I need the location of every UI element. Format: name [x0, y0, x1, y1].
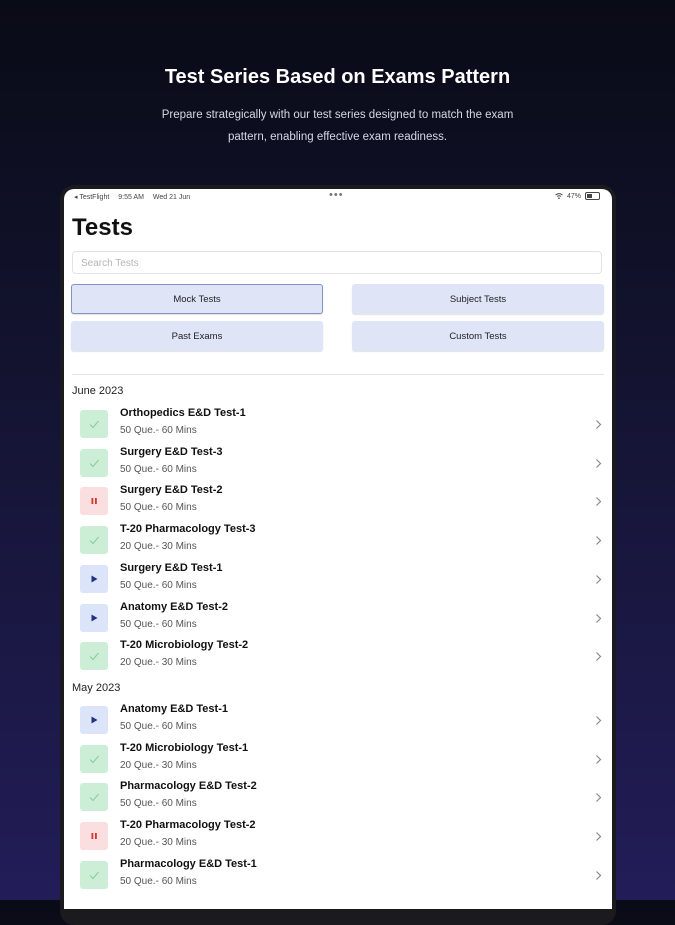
chevron-right-icon: [595, 419, 602, 430]
test-title: Surgery E&D Test-2: [120, 484, 223, 497]
status-bar-left: [74, 193, 197, 201]
pause-icon[interactable]: [80, 487, 108, 515]
test-list-item[interactable]: [72, 444, 604, 483]
section-header: May 2023: [72, 682, 121, 694]
test-meta: 50 Que.- 60 Mins: [120, 425, 197, 436]
status-date: Wed 21 Jun: [152, 194, 191, 201]
checkmark-icon[interactable]: [80, 526, 108, 554]
test-list-item[interactable]: [72, 599, 604, 638]
section-header: June 2023: [72, 385, 124, 397]
test-list-item[interactable]: [72, 740, 604, 779]
chevron-right-icon: [595, 870, 602, 881]
play-icon[interactable]: [80, 706, 108, 734]
test-title: Surgery E&D Test-1: [120, 561, 223, 574]
chevron-right-icon: [595, 458, 602, 469]
test-list-item[interactable]: [72, 778, 604, 817]
test-meta: 50 Que.- 60 Mins: [120, 798, 197, 810]
promo-subtitle: Prepare strategically with our test series designed to match the exam pattern, enabling effective exam readiness.: [161, 109, 514, 143]
test-list-item[interactable]: [72, 521, 604, 560]
chevron-right-icon: [595, 613, 602, 624]
test-title: Anatomy E&D Test-2: [120, 600, 228, 613]
chevron-right-icon: [595, 715, 602, 726]
wifi-icon: [555, 193, 563, 199]
test-meta: 20 Que.- 30 Mins: [120, 657, 197, 669]
test-title: Orthopedics E&D Test-1: [120, 407, 246, 419]
pause-icon[interactable]: [80, 822, 108, 850]
checkmark-icon[interactable]: [80, 861, 108, 889]
checkmark-icon[interactable]: [80, 642, 108, 670]
chevron-right-icon: [595, 754, 602, 765]
category-button-mock-tests[interactable]: Mock Tests: [71, 284, 323, 314]
test-list-item[interactable]: [72, 701, 604, 740]
checkmark-icon[interactable]: [80, 449, 108, 477]
test-title: Anatomy E&D Test-1: [120, 703, 228, 715]
test-list-item[interactable]: [72, 637, 604, 676]
chevron-right-icon: [595, 535, 602, 546]
test-title: Pharmacology E&D Test-1: [120, 857, 257, 870]
test-title: T-20 Microbiology Test-2: [120, 639, 249, 652]
status-time: 9:55 AM: [118, 194, 144, 201]
promo-title: Test Series Based on Exams Pattern: [164, 66, 511, 88]
checkmark-icon[interactable]: [80, 783, 108, 811]
status-bar-right: [555, 192, 600, 200]
multitasking-dots-icon[interactable]: •••: [329, 189, 344, 201]
test-list-item[interactable]: [72, 405, 604, 444]
test-meta: 50 Que.- 60 Mins: [120, 579, 197, 591]
chevron-right-icon: [595, 651, 602, 662]
test-meta: 50 Que.- 60 Mins: [120, 618, 197, 630]
test-list-item[interactable]: [72, 856, 604, 895]
test-list-item[interactable]: [72, 560, 604, 599]
test-meta: 50 Que.- 60 Mins: [120, 721, 197, 732]
checkmark-icon[interactable]: [80, 410, 108, 438]
test-meta: 20 Que.- 30 Mins: [120, 837, 197, 849]
test-title: Surgery E&D Test-3: [120, 445, 223, 458]
test-meta: 50 Que.- 60 Mins: [120, 463, 197, 475]
chevron-right-icon: [595, 792, 602, 803]
checkmark-icon[interactable]: [80, 745, 108, 773]
test-title: Pharmacology E&D Test-2: [120, 780, 257, 793]
test-title: T-20 Pharmacology Test-3: [120, 523, 256, 536]
battery-percent: 47%: [566, 192, 581, 200]
chevron-right-icon: [595, 574, 602, 585]
chevron-right-icon: [595, 496, 602, 507]
test-list-item[interactable]: [72, 482, 604, 521]
play-icon[interactable]: [80, 565, 108, 593]
play-icon[interactable]: [80, 604, 108, 632]
app-screen: [64, 189, 612, 909]
test-title: T-20 Microbiology Test-1: [120, 741, 249, 754]
divider: [72, 374, 604, 375]
chevron-right-icon: [595, 831, 602, 842]
test-meta: 50 Que.- 60 Mins: [120, 502, 197, 514]
test-meta: 50 Que.- 60 Mins: [120, 875, 197, 887]
category-button-custom-tests[interactable]: Custom Tests: [352, 321, 604, 351]
page-title: Tests: [72, 214, 133, 241]
test-list-item[interactable]: [72, 817, 604, 856]
category-button-subject-tests[interactable]: Subject Tests: [352, 284, 604, 314]
status-bar: [64, 189, 612, 205]
test-meta: 20 Que.- 30 Mins: [120, 541, 197, 553]
test-meta: 20 Que.- 30 Mins: [120, 759, 197, 771]
search-input[interactable]: Search Tests: [72, 251, 602, 274]
battery-icon: [585, 192, 600, 200]
category-button-past-exams[interactable]: Past Exams: [71, 321, 323, 351]
back-to-testflight-link[interactable]: ◂ TestFlight: [74, 194, 110, 201]
test-title: T-20 Pharmacology Test-2: [120, 819, 256, 832]
